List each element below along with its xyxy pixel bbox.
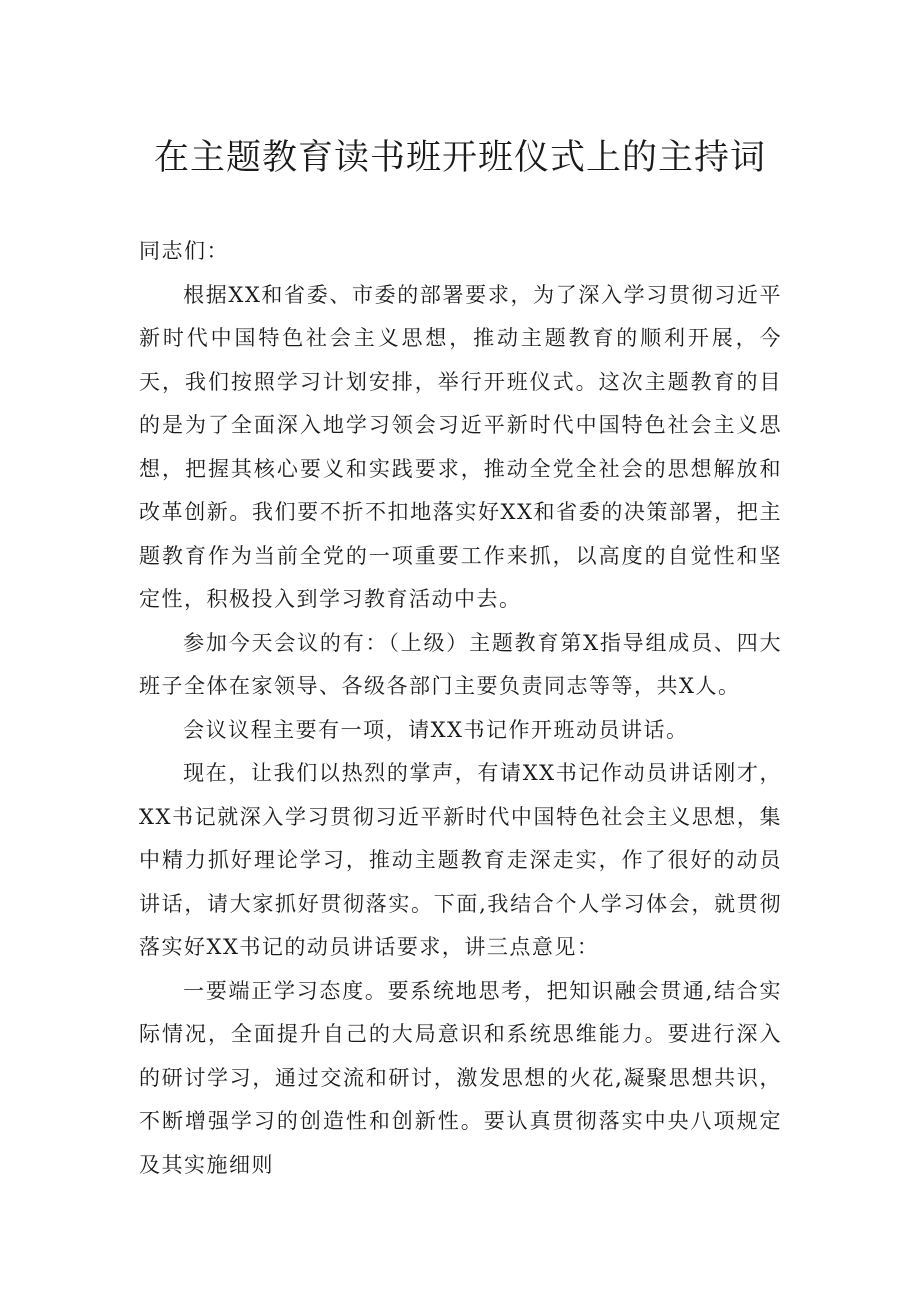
greeting: 同志们： — [139, 239, 229, 263]
paragraph-intro: 根据XX和省委、市委的部署要求，为了深入学习贯彻习近平新时代中国特色社会主义思想，推动主题教育的顺利开展，今天，我们按照学习计划安排，举行开班仪式。这次主题教育的目的是为了全面深入地学习领会习近平新时代中国特色社会主义思想，把握其核心要义和实践要求，推动全党全社会的思想解放和改革创新。我们要不折不扣地落实好XX和省委的决策部署，把主题教育作为当前全党的一项重要工作来抓，以高度的自觉性和坚定性，积极投入到学习教育活动中去。 — [139, 282, 782, 611]
document-title: 在主题教育读书班开班仪式上的主持词 — [153, 138, 766, 178]
paragraph-agenda: 会议议程主要有一项，请XX书记作开班动员讲话。 — [183, 717, 689, 742]
paragraph-point-one: 一要端正学习态度。要系统地思考，把知识融会贯通,结合实际情况，全面提升自己的大局意识和系统思维能力。要进行深入的研讨学习，通过交流和研讨，激发思想的火花,凝聚思想共识，不断增强学习的创造性和创新性。要认真贯彻落实中央八项规定及其实施细则 — [139, 978, 782, 1177]
paragraph-speech: 现在，让我们以热烈的掌声，有请XX书记作动员讲话刚才，XX书记就深入学习贯彻习近平新时代中国特色社会主义思想，集中精力抓好理论学习，推动主题教育走深走实，作了很好的动员讲话，请大家抓好贯彻落实。下面,我结合个人学习体会，就贯彻落实好XX书记的动员讲话要求，讲三点意见： — [139, 761, 782, 959]
document-body — [139, 230, 782, 1187]
paragraph-attendees: 参加今天会议的有：（上级）主题教育第X指导组成员、四大班子全体在家领导、各级各部门主要负责同志等等，共X人。 — [139, 630, 782, 698]
